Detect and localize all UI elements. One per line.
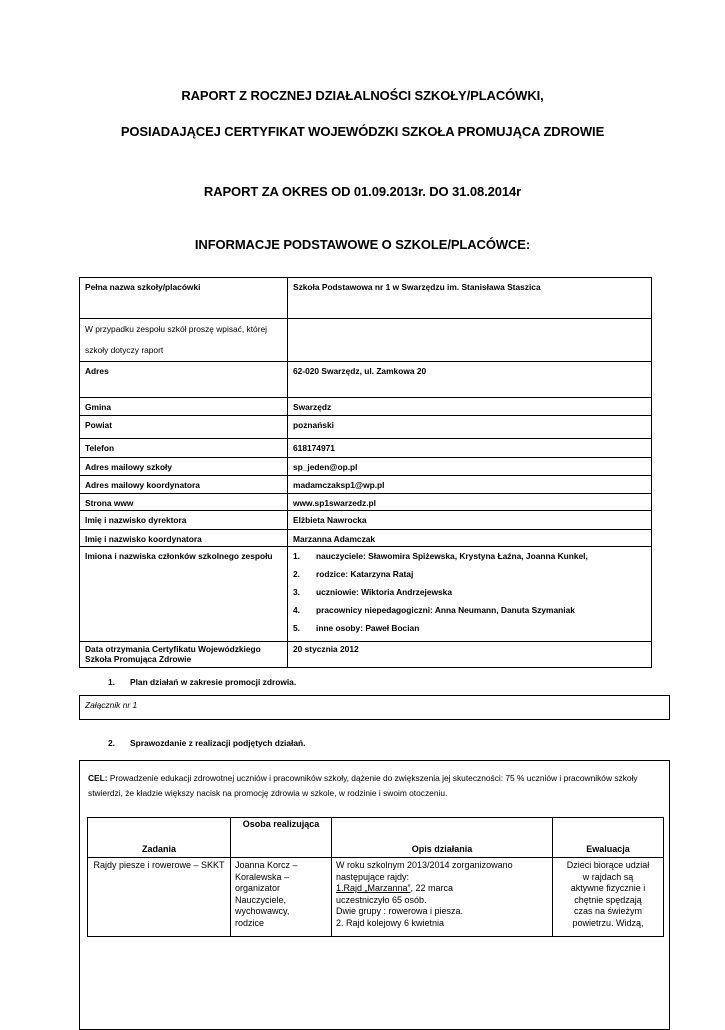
certificate-date-value: 20 stycznia 2012 [288,642,652,668]
rally-name-link: 1.Rajd „Marzanna” [336,883,411,893]
column-header-tasks: Zadania [88,818,231,858]
section-title: Plan działań w zakresie promocji zdrowia. [130,677,297,687]
coordinator-email-value: madamczaksp1@wp.pl [288,476,652,494]
school-email-value: sp_jeden@op.pl [288,458,652,476]
table-row [80,476,652,494]
www-value: www.sp1swarzedz.pl [288,494,652,511]
table-row [88,858,664,937]
goal-description: Prowadzenie edukacji zdrowotnej uczniów i pracowników szkoły, dążenie do zwiększenia jej skuteczności: 75 % uczniów i pracowników szkoły stwierdzi, że kładzie większy nacisk na promocję zdrowia w szkole, w rodzinie i swoim otoczeniu. [88,773,638,798]
list-item-number: 1. [293,551,300,561]
attachment-box [79,695,670,720]
coordinator-label: Imię i nazwisko koordynatora [80,530,288,547]
phone-label: Telefon [80,439,288,458]
school-group-value [288,319,652,362]
description-line: następujące rajdy: [336,871,410,882]
list-item [293,587,646,605]
report-title-line1: RAPORT Z ROCZNEJ DZIAŁALNOŚCI SZKOŁY/PLACÓWKI, [181,88,544,103]
list-item-text: rodzice: Katarzyna Rataj [316,569,414,579]
section-number: 1. [108,677,115,687]
table-row [80,398,652,416]
address-label: Adres [80,362,288,398]
report-title-line2: POSIADAJĄCEJ CERTYFIKAT WOJEWÓDZKI SZKOŁA PROMUJĄCA ZDROWIE [120,124,605,139]
report-period-title: RAPORT ZA OKRES OD 01.09.2013r. DO 31.08.2014r [203,184,522,199]
goal-box [79,760,670,1030]
certificate-date-label-line1: Data otrzymania Certyfikatu Wojewódzkiego [85,644,261,654]
table-row [80,642,652,668]
table-row [80,362,652,398]
list-item-number: 4. [293,605,300,615]
team-value [288,547,652,642]
powiat-value: poznański [288,416,652,439]
gmina-value: Swarzędz [288,398,652,416]
description-cell [332,858,553,937]
list-item-text: pracownicy niepedagogiczni: Anna Neumann, Danuta Szymaniak [316,605,575,615]
list-item [293,623,646,641]
gmina-label: Gmina [80,398,288,416]
attachment-label: Załącznik nr 1 [85,700,138,710]
address-value: 62-020 Swarzędz, ul. Zamkowa 20 [288,362,652,398]
activities-table [87,817,664,937]
goal-label: CEL: [88,773,108,783]
table-row [80,494,652,511]
description-line: Dwie grupy : rowerowa i piesza. [336,906,464,916]
director-label: Imię i nazwisko dyrektora [80,511,288,530]
column-header-person: Osoba realizująca [231,818,332,858]
description-line: uczestniczyło 65 osób. [336,894,427,905]
table-row [80,458,652,476]
column-header-evaluation: Ewaluacja [553,818,664,858]
section-title: Sprawozdanie z realizacji podjętych działań. [130,738,306,748]
powiat-label: Powiat [80,416,288,439]
table-row [80,439,652,458]
table-row [80,416,652,439]
list-item [293,569,646,587]
coordinator-value: Marzanna Adamczak [288,530,652,547]
basic-info-heading: INFORMACJE PODSTAWOWE O SZKOLE/PLACÓWCE: [194,237,531,252]
www-label: Strona www [80,494,288,511]
school-email-label: Adres mailowy szkoły [80,458,288,476]
school-group-label-line2: szkoły dotyczy raport [85,345,164,355]
table-row [80,547,652,642]
school-group-label [80,319,288,362]
team-label: Imiona i nazwiska członków szkolnego zespołu [80,547,288,642]
person-cell: Joanna Korcz – Koralewska – organizator Nauczyciele, wychowawcy, rodzice [231,858,332,937]
table-row [80,530,652,547]
task-cell: Rajdy piesze i rowerowe – SKKT [88,858,231,937]
goal-text [88,771,660,801]
description-line: 2. Rajd kolejowy 6 kwietnia [336,917,445,928]
table-row [80,319,652,362]
list-item-number: 3. [293,587,300,597]
description-text: , 22 marca [410,883,454,893]
list-item-number: 2. [293,569,300,579]
description-line [336,883,548,895]
list-item [293,551,646,569]
section-number: 2. [108,738,115,748]
table-row [80,511,652,530]
certificate-date-label [80,642,288,668]
certificate-date-label-line2: Szkoła Promująca Zdrowie [85,654,192,664]
table-header-row [88,818,664,858]
list-item-text: nauczyciele: Sławomira Spiżewska, Krystyna Łaźna, Joanna Kunkel, [316,551,588,561]
team-list [293,551,646,641]
list-item-text: uczniowie: Wiktoria Andrzejewska [316,587,452,597]
director-value: Elżbieta Nawrocka [288,511,652,530]
phone-value: 618174971 [288,439,652,458]
list-item-number: 5. [293,623,300,633]
basic-info-table [79,277,652,668]
evaluation-cell: Dzieci biorące udział w rajdach są aktywne fizycznie i chętnie spędzają czas na świeżym powietrzu. Widzą, [553,858,664,937]
list-item [293,605,646,623]
list-item-text: inne osoby: Paweł Bocian [316,623,420,633]
school-name-value: Szkoła Podstawowa nr 1 w Swarzędzu im. Stanisława Staszica [288,278,652,319]
description-line: W roku szkolnym 2013/2014 zorganizowano [336,860,513,870]
school-group-label-line1: W przypadku zespołu szkół proszę wpisać, której [85,324,267,334]
column-header-description: Opis działania [332,818,553,858]
table-row [80,278,652,319]
coordinator-email-label: Adres mailowy koordynatora [80,476,288,494]
school-name-label: Pełna nazwa szkoły/placówki [80,278,288,319]
